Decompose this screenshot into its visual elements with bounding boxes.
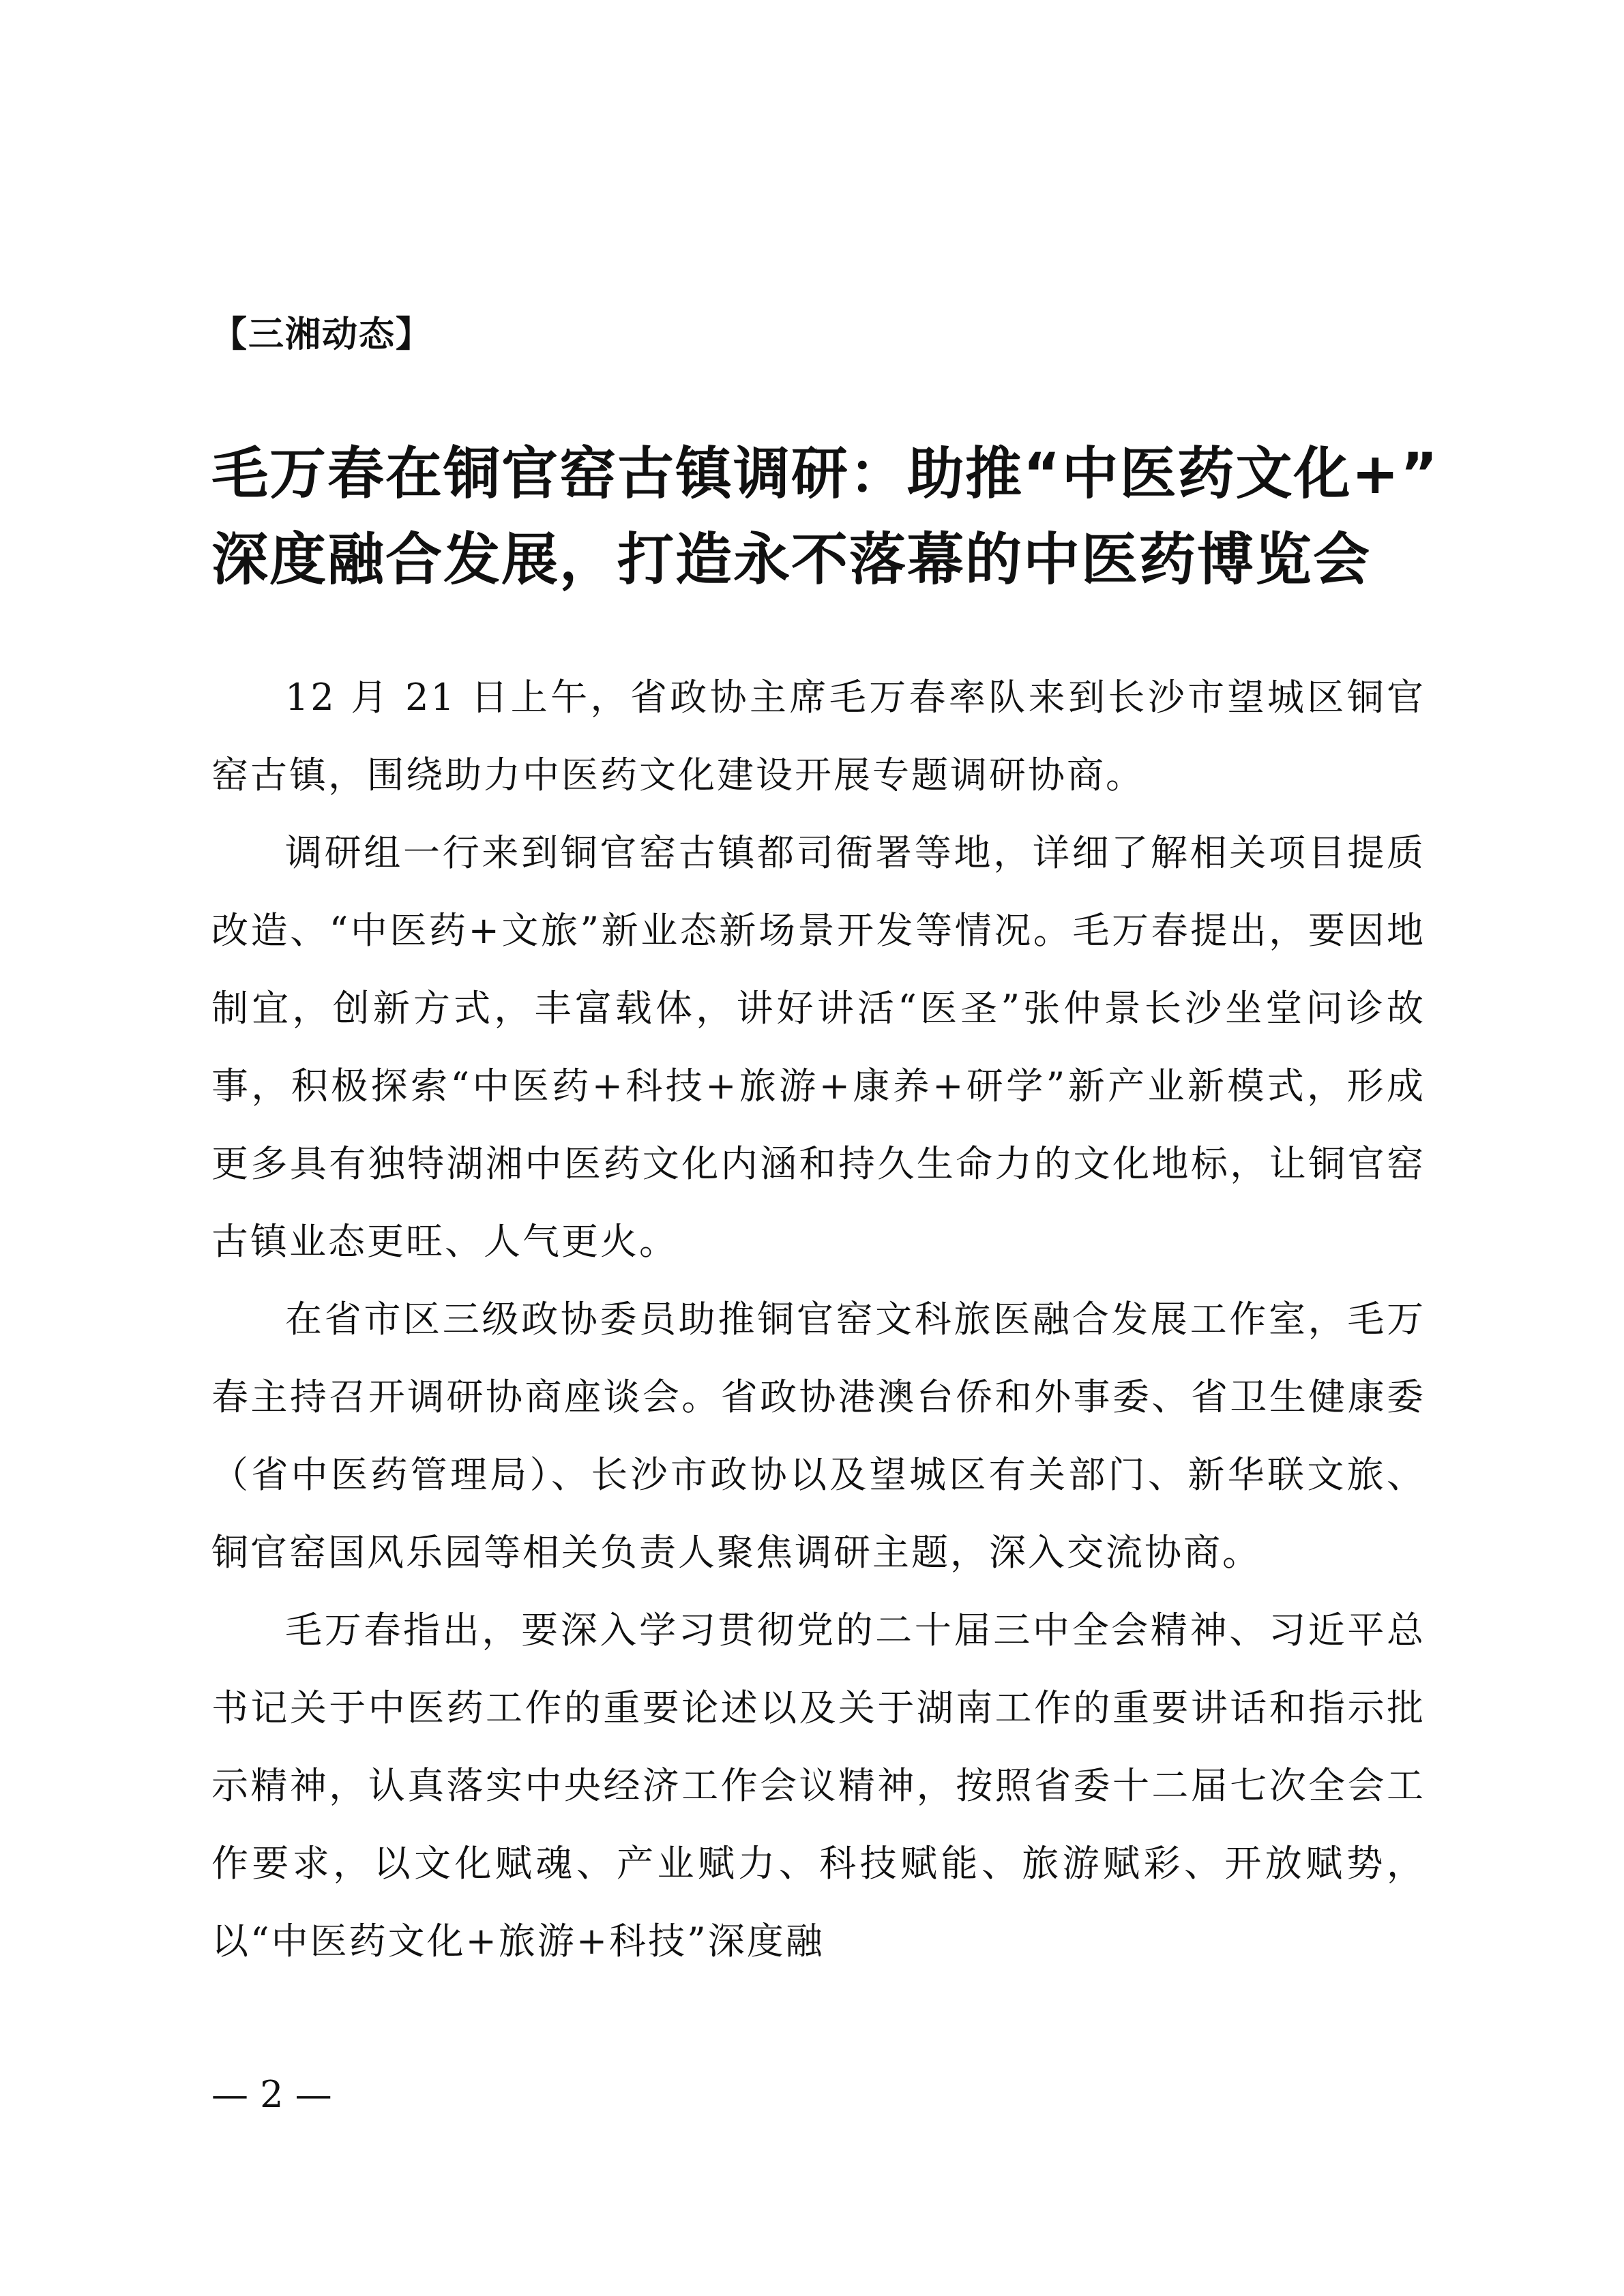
article-body — [211, 659, 1426, 1980]
paragraph: 在省市区三级政协委员助推铜官窑文科旅医融合发展工作室，毛万春主持召开调研协商座谈会。省政协港澳台侨和外事委、省卫生健康委（省中医药管理局）、长沙市政协以及望城区有关部门、新华联文旅、铜官窑国风乐园等相关负责人聚焦调研主题，深入交流协商。 — [211, 1298, 1426, 1574]
paragraph: 12 月 21 日上午，省政协主席毛万春率队来到长沙市望城区铜官窑古镇，围绕助力中医药文化建设开展专题调研协商。 — [211, 676, 1426, 796]
title-line-1: 毛万春在铜官窑古镇调研：助推“中医药文化+” — [211, 441, 1439, 507]
paragraph: 毛万春指出，要深入学习贯彻党的二十届三中全会精神、习近平总书记关于中医药工作的重要论述以及关于湖南工作的重要讲话和指示批示精神，认真落实中央经济工作会议精神，按照省委十二届七次全会工作要求，以文化赋魂、产业赋力、科技赋能、旅游赋彩、开放赋势，以“中医药文化+旅游+科技”深度融 — [211, 1609, 1426, 1963]
page-number: — 2 — — [211, 2073, 332, 2116]
paragraph: 调研组一行来到铜官窑古镇都司衙署等地，详细了解相关项目提质改造、“中医药+文旅”新业态新场景开发等情况。毛万春提出，要因地制宜，创新方式，丰富载体，讲好讲活“医圣”张仲景长沙坐堂问诊故事，积极探索“中医药+科技+旅游+康养+研学”新产业新模式，形成更多具有独特湖湘中医药文化内涵和持久生命力的文化地标，让铜官窑古镇业态更旺、人气更火。 — [211, 831, 1426, 1263]
article-title — [211, 431, 1439, 603]
title-line-2: 深度融合发展，打造永不落幕的中医药博览会 — [211, 526, 1371, 593]
section-label: 【三湘动态】 — [211, 314, 433, 355]
